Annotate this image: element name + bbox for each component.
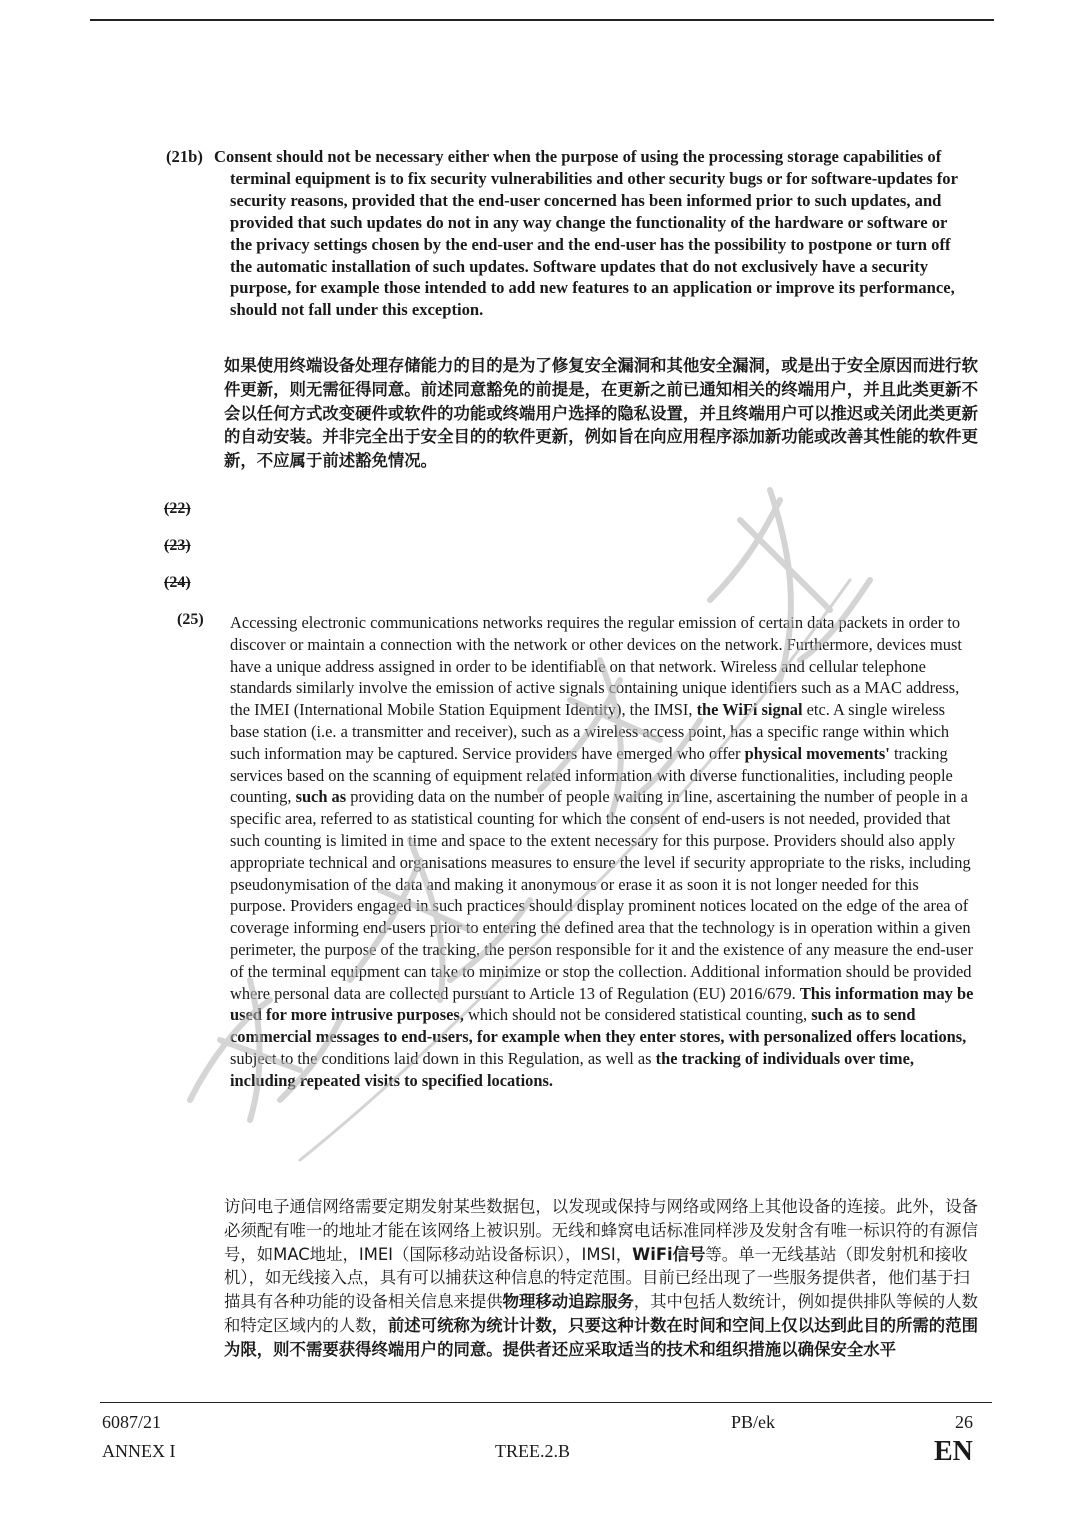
unit-code: TREE.2.B <box>495 1441 570 1461</box>
text-run: ，其中包括人数统计，例如提供排队等候的人数和特定区域内的人数， <box>224 1292 978 1335</box>
bold-run: WiFi信号 <box>632 1244 706 1264</box>
text-run: which should not be considered statistical counting, <box>463 1005 812 1025</box>
page-number: 26 <box>955 1412 973 1432</box>
bold-run: the WiFi signal <box>696 700 803 720</box>
language-code: EN <box>934 1436 973 1467</box>
bold-run: 物理移动追踪服务 <box>502 1292 634 1312</box>
deleted-recital-23: (23) <box>164 537 191 554</box>
footer-rule <box>100 1402 992 1403</box>
recital-21b <box>166 146 966 321</box>
annex-label: ANNEX I <box>102 1441 176 1461</box>
bold-run: physical movements' <box>744 743 890 763</box>
recital-25-text <box>230 612 975 1092</box>
document-number: 6087/21 <box>102 1412 162 1432</box>
text-run: 等。单一无线基站（即发射机和接收机），如无线接入点，具有可以捕获这种信息的特定范围。目前已经出现了一些服务提供者，他们基于扫描具有各种功能的设备相关信息来提供 <box>224 1244 970 1312</box>
recital-21b-text: Consent should not be necessary either when the purpose of using the processing storage capabilities of terminal equipment is to fix security vulnerabilities and other security bugs or for software-updates for security reasons, provided that the end-user concerned has been informed prior to such updates, and provided that such updates do not in any way change the functionality of the hardware or software or the privacy settings chosen by the end-user and the end-user has the possibility to postpone or turn off the automatic installation of such updates. Software updates that do not exclusively have a security purpose, for example those intended to add new features to an application or improve its performance, should not fall under this exception. <box>214 147 958 320</box>
recital-25-number: (25) <box>177 611 204 628</box>
header-rule <box>90 19 994 21</box>
bold-run: such as <box>295 787 347 807</box>
text-run: subject to the conditions laid down in this Regulation, as well as <box>230 1048 656 1068</box>
text-run: tracking services based on the scanning of equipment related information with diverse functionalities, including people counting, <box>230 743 953 807</box>
bold-run: 前述可统称为统计计数，只要这种计数在时间和空间上仅以达到此目的所需的范围为限，则不需要获得终端用户的同意。提供者还应采取适当的技术和组织措施以确保安全水平 <box>224 1315 978 1359</box>
text-run: Accessing electronic communications networks requires the regular emission of certain data packets in order to discover or maintain a connection with the network or other devices on the network. Furthermore, devices must have a unique address assigned in order to be identifiable on that network. Wireless and cellular telephone standards similarly involve the emission of active signals containing unique identifiers such as a MAC address, the IMEI (International Mobile Station Equipment Identity), the IMSI, <box>230 613 962 720</box>
text-run: providing data on the number of people waiting in line, ascertaining the number of people in a specific area, referred to as statistical counting for which the consent of end-users is not needed, provided that such counting is limited in time and space to the extent necessary for this purpose. Providers should also apply appropriate technical and organisations measures to ensure the level if security appropriate to the risks, including pseudonymisation of the data and making it anonymous or erase it as soon it is not longer needed for this purpose. Providers engaged in such practices should display prominent notices located on the edge of the area of coverage informing end-users prior to entering the defined area that the technology is in operation within a given perimeter, the purpose of the tracking, the person responsible for it and the existence of any measure the end-user of the terminal equipment can take to minimize or stop the collection. Additional information should be provided where personal data are collected pursuant to Article 13 of Regulation (EU) 2016/679. <box>230 787 974 1003</box>
text-run: 访问电子通信网络需要定期发射某些数据包，以发现或保持与网络或网络上其他设备的连接。此外，设备必须配有唯一的地址才能在该网络上被识别。无线和蜂窝电话标准同样涉及发射含有唯一标识符的有源信号，如MAC地址，IMEI（国际移动站设备标识），IMSI， <box>224 1197 978 1264</box>
bold-run: such as to send commercial messages to end-users, for example when they enter stores, with personalized offers locations, <box>230 1005 967 1047</box>
recital-21b-number: (21b) <box>166 147 203 166</box>
deleted-recital-24: (24) <box>164 574 191 591</box>
recital-21b-translation: 如果使用终端设备处理存储能力的目的是为了修复安全漏洞和其他安全漏洞，或是出于安全原因而进行软件更新，则无需征得同意。前述同意豁免的前提是，在更新之前已通知相关的终端用户，并且此类更新不会以任何方式改变硬件或软件的功能或终端用户选择的隐私设置，并且终端用户可以推迟或关闭此类更新的自动安装。并非完全出于安全目的的软件更新，例如旨在向应用程序添加新功能或改善其性能的软件更新，不应属于前述豁免情况。 <box>224 356 978 471</box>
bold-run: This information may be used for more intrusive purposes, <box>230 983 974 1025</box>
author-initials: PB/ek <box>731 1412 776 1432</box>
text-run: etc. A single wireless base station (i.e. a transmitter and receiver), such as a wireless access point, has a specific range within which such information may be captured. Service providers have emerged who offer <box>230 700 950 763</box>
recital-25-translation <box>224 1195 984 1362</box>
bold-run: the tracking of individuals over time, including repeated visits to specified locations. <box>230 1048 914 1090</box>
deleted-recital-22: (22) <box>164 500 191 517</box>
